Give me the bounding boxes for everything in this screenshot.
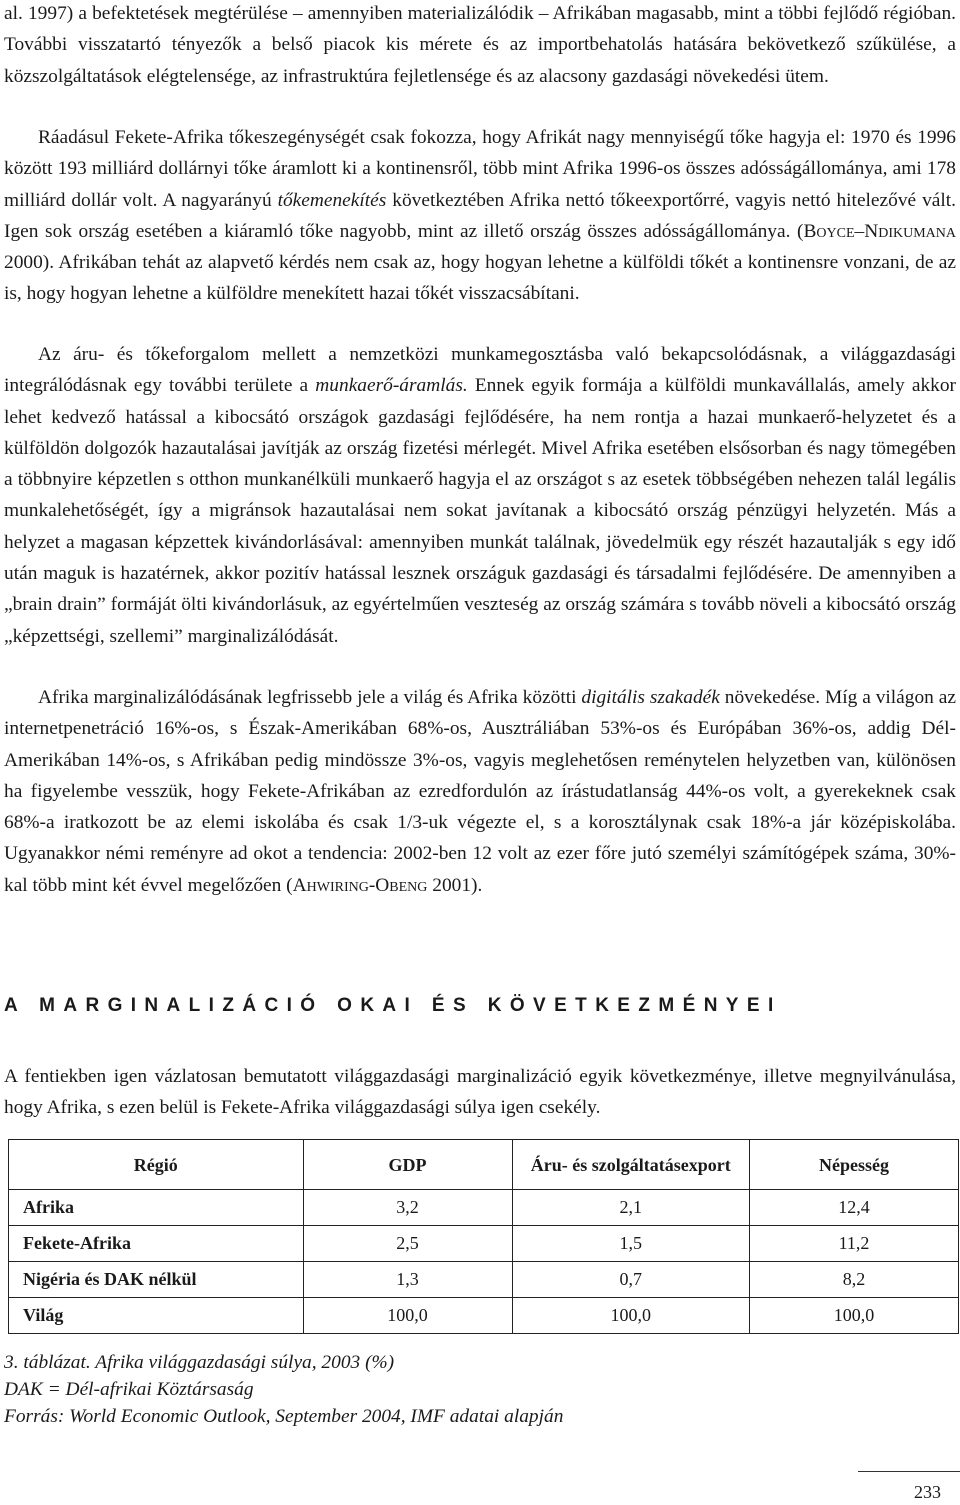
table-cell: 1,5: [512, 1226, 750, 1262]
table-cell: 100,0: [303, 1298, 512, 1334]
paragraph-4-text: Afrika marginalizálódásának legfrissebb jele a világ és Afrika közötti: [38, 687, 582, 708]
table-cell: Afrika: [9, 1190, 304, 1226]
paragraph-4-emphasis: digitális szakadék: [581, 687, 720, 708]
table-cell: 11,2: [750, 1226, 959, 1262]
caption-source: Forrás: World Economic Outlook, September 2004, IMF adatai alapján: [4, 1406, 564, 1427]
table-cell: Fekete-Afrika: [9, 1226, 304, 1262]
table-cell: Nigéria és DAK nélkül: [9, 1262, 304, 1298]
section-heading: A MARGINALIZÁCIÓ OKAI ÉS KÖVETKEZMÉNYEI: [4, 995, 782, 1016]
citation-author: Ahwiring-Obeng: [292, 874, 428, 896]
paragraph-3-text-cont: Ennek egyik formája a külföldi munkavállalás, amely akkor lehet kedvező hatással a kibocsátó országok gazdasági fejlődésére, ha nem rontja a hazai munkaerő-helyzetet és a külföldön dolgozók hazautalásai javítják az ország fizetési mérlegét. Mivel Afrika esetében elsősorban és nagy tömegében a többnyire képzetlen s otthon munkanélküli munkaerő hagyja el az országot s az esetek többségében nehezen talál legális munkalehetőségét, így a migránsok hazautalásai nem sokat javítanak a kibocsátó ország pénzügyi helyzetén. Más a helyzet a magasan képzettek kivándorlásával: amennyiben munkát találnak, jövedelmük egy részét hazautalják s egy idő után maguk is hazatérnek, akkor pozitív hatással lesznek országuk gazdasági és társadalmi fejlődésére. De amennyiben a „brain drain” formáját ölti kivándorlásuk, az egyértelműen veszteség az ország számára s tovább növeli a kibocsátó ország „képzettségi, szellemi” marginalizálódását.: [4, 375, 957, 647]
footer-rule: [858, 1471, 960, 1472]
paragraph-2-text: Ráadásul Fekete-Afrika tőkeszegénységét csak fokozza, hogy Afrikát nagy mennyiségű tőke hagyja el: 1970 és 1996 között 193 milliárd dollárnyi tőke áramlott ki a kontinensről, több mint Afrika 1996-os összes adósságállománya, ami 178 milliárd dollár volt. A nagyarányú: [4, 127, 956, 211]
table-header-row: [9, 1140, 959, 1190]
paragraph-2: [4, 122, 956, 310]
table-cell: 12,4: [750, 1190, 959, 1226]
table-cell: 8,2: [750, 1262, 959, 1298]
table-cell: 2,5: [303, 1226, 512, 1262]
table-row: [9, 1298, 959, 1334]
paragraph-2-text-cont: következtében Afrika nettó tőkeexportőrré, vagyis nettó hitelezővé vált. Igen sok ország esetében a kiáramló tőke nagyobb, mint az illető ország összes adósságállománya. (: [4, 189, 956, 242]
table-cell: 3,2: [303, 1190, 512, 1226]
paragraph-3-text: Az áru- és tőkeforgalom mellett a nemzetközi munkamegosztásba való bekapcsolódásnak, a világgazdasági integrálódásnak egy további területe a: [4, 344, 956, 397]
table-header: Régió: [9, 1140, 304, 1190]
table-cell: 100,0: [512, 1298, 750, 1334]
page-number: 233: [914, 1482, 941, 1502]
paragraph-2-text-end: Afrikában tehát az alapvető kérdés nem csak az, hogy hogyan lehetne a külföldi tőkét a kontinensre vonzani, de az is, hogy hogyan lehetne a külföldre menekített hazai tőkét visszacsábítani.: [4, 252, 956, 305]
table-row: [9, 1262, 959, 1298]
caption-title: 3. táblázat. Afrika világgazdasági súlya, 2003 (%): [4, 1352, 395, 1373]
paragraph-3: [4, 339, 956, 652]
data-table: [8, 1139, 959, 1334]
table-cell: 2,1: [512, 1190, 750, 1226]
section-intro: A fentiekben igen vázlatosan bemutatott világgazdasági marginalizáció egyik következménye, illetve megnyilvánulása, hogy Afrika, s ezen belül is Fekete-Afrika világgazdasági súlya igen csekély.: [4, 1066, 956, 1119]
table-cell: 0,7: [512, 1262, 750, 1298]
table-cell: 100,0: [750, 1298, 959, 1334]
table-header: Áru- és szolgáltatásexport: [512, 1140, 750, 1190]
paragraph-2-emphasis: tőkemenekítés: [277, 189, 387, 211]
citation-author: Boyce–Ndikumana: [803, 220, 956, 242]
paragraph-1: al. 1997) a befektetések megtérülése – amennyiben materializálódik – Afrikában magasabb, mint a többi fejlődő régióban. További visszatartó tényezők a belső piacok kis mérete és az importbehatolás hatására bekövetkező szűkülése, a közszolgáltatások elégtelensége, az infrastruktúra fejletlensége és az alacsony gazdasági növekedési ütem.: [4, 3, 956, 87]
citation-year: 2000).: [4, 252, 55, 274]
paragraph-4-text-cont: növekedése. Míg a világon az internetpenetráció 16%-os, s Észak-Amerikában 68%-os, Ausztráliában 53%-os és Európában 36%-os, addig Dél-Amerikában 14%-os, s Afrikában pedig mindössze 3%-os, vagyis meglehetősen reménytelen helyzetben van, különösen ha figyelembe vesszük, hogy Fekete-Afrikában az ezredfordulón az írástudatlanság 44%-os volt, a gyerekeknek csak 68%-a iratkozott be az elemi iskolába és csak 1/3-uk végezte el, s a korosztálynak csak 18%-a jár középiskolába. Ugyanakkor némi reményre ad okot a tendencia: 2002-ben 12 volt az ezer főre jutó személyi számítógépek száma, 30%-kal több mint két évvel megelőzően (: [4, 687, 956, 896]
paragraph-4: [4, 682, 956, 901]
paragraph-3-emphasis: munkaerő-áramlás.: [315, 375, 468, 397]
table-row: [9, 1226, 959, 1262]
table-row: [9, 1190, 959, 1226]
table-header: GDP: [303, 1140, 512, 1190]
citation-year: 2001).: [427, 874, 483, 896]
caption-note: DAK = Dél-afrikai Köztársaság: [4, 1379, 254, 1400]
table-header: Népesség: [750, 1140, 959, 1190]
table-cell: 1,3: [303, 1262, 512, 1298]
table-cell: Világ: [9, 1298, 304, 1334]
table-caption: [4, 1349, 563, 1430]
